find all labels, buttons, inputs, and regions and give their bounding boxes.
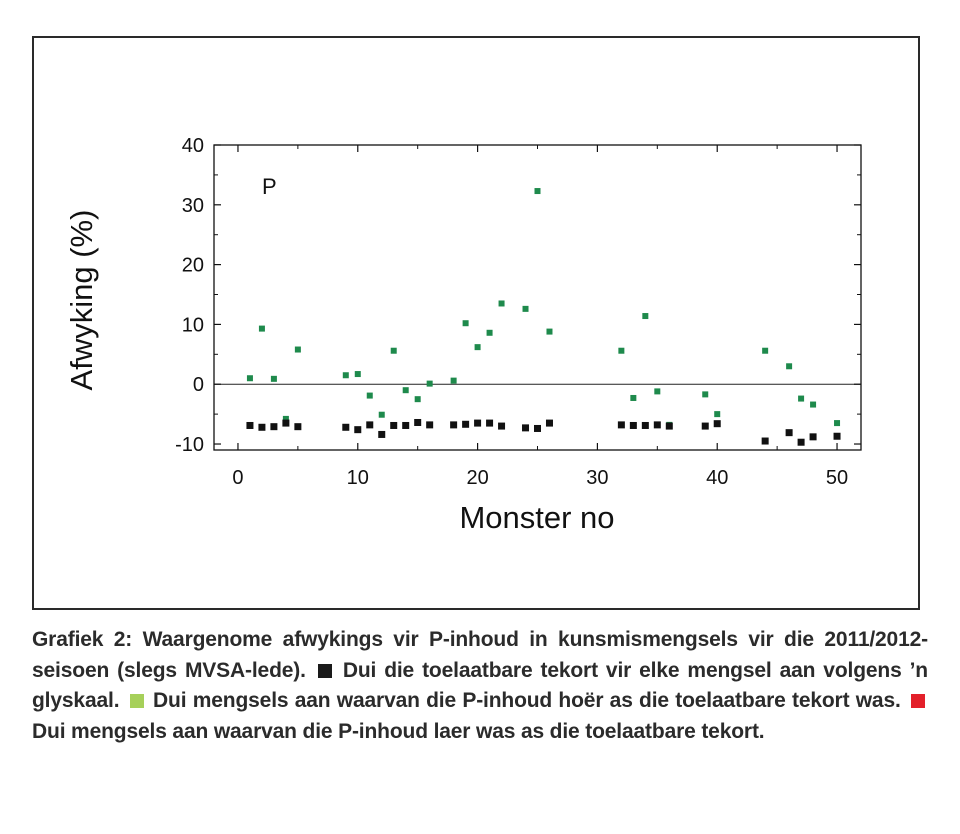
observed-point [379,412,385,418]
observed-point [798,396,804,402]
observed-point [247,375,253,381]
tolerance-point [342,424,349,431]
tolerance-point [786,429,793,436]
observed-point [702,391,708,397]
chart-frame [32,36,920,610]
caption-red-desc: Dui mengsels aan waarvan die P-inhoud laer was as die toelaatbare tekort. [32,719,765,743]
tolerance-point [294,423,301,430]
tolerance-point [390,422,397,429]
observed-point [618,348,624,354]
observed-point [415,396,421,402]
scatter-chart [34,38,918,608]
y-tick-label: 40 [181,135,204,157]
observed-point [714,411,720,417]
observed-point [355,371,361,377]
tolerance-point [498,423,505,430]
tolerance-series [246,419,840,446]
green-square-legend-icon [130,694,144,708]
panel-annotation: P [262,174,277,199]
observed-point [475,344,481,350]
tolerance-point [630,422,637,429]
tolerance-point [546,420,553,427]
observed-point [834,420,840,426]
red-square-legend-icon [911,694,925,708]
tolerance-point [378,431,385,438]
x-tick-label: 0 [232,467,244,489]
tolerance-point [402,422,409,429]
tolerance-point [354,426,361,433]
observed-point [271,376,277,382]
tolerance-point [642,422,649,429]
tolerance-point [762,438,769,445]
observed-point [654,388,660,394]
y-tick-label: -10 [175,434,204,457]
observed-point [343,372,349,378]
observed-point [403,387,409,393]
observed-point [630,395,636,401]
tolerance-point [534,425,541,432]
tolerance-point [282,420,289,427]
observed-series [247,188,840,428]
data-points [246,188,840,446]
caption-black-desc: Dui die toelaatbare tekort vir elke mengsel aan volgens ’n glyskaal. [32,658,928,712]
tolerance-point [666,423,673,430]
observed-point [259,326,265,332]
tolerance-point [654,421,661,428]
tolerance-point [426,421,433,428]
y-tick-label: 0 [192,374,204,397]
observed-point [810,402,816,408]
x-tick-label: 10 [346,467,369,489]
x-axis-label: Monster no [459,500,615,535]
tolerance-point [474,420,481,427]
tolerance-point [486,420,493,427]
observed-point [535,188,541,194]
tolerance-point [714,420,721,427]
observed-point [487,330,493,336]
tolerance-point [270,423,277,430]
y-axis-label: Afwyking (%) [64,209,99,391]
observed-point [451,378,457,384]
observed-point [546,329,552,335]
observed-point [499,300,505,306]
caption-title: Grafiek 2: Waargenome afwykings vir P-inhoud in kunsmismengsels vir die 2011/2012-seisoen (slegs MVSA-lede). [32,628,928,682]
tolerance-point [462,421,469,428]
black-square-legend-icon [318,664,332,678]
tolerance-point [414,419,421,426]
y-tick-label: 10 [181,314,204,337]
tolerance-point [798,439,805,446]
tolerance-point [450,421,457,428]
x-tick-label: 30 [586,467,609,489]
caption-green-desc: Dui mengsels aan waarvan die P-inhoud hoër as die toelaatbare tekort was. [153,689,901,712]
tolerance-point [834,433,841,440]
tolerance-point [522,424,529,431]
x-tick-label: 20 [466,467,489,489]
figure-caption [32,625,928,747]
observed-point [523,306,529,312]
observed-point [762,348,768,354]
observed-point [427,381,433,387]
observed-point [642,313,648,319]
observed-point [786,363,792,369]
observed-point [367,393,373,399]
observed-point [391,348,397,354]
y-tick-label: 20 [181,254,204,277]
tolerance-point [246,422,253,429]
tolerance-point [366,421,373,428]
tolerance-point [618,421,625,428]
tolerance-point [258,424,265,431]
tolerance-point [702,423,709,430]
x-tick-label: 50 [825,467,849,489]
x-tick-label: 40 [706,467,729,489]
tolerance-point [810,433,817,440]
observed-point [463,320,469,326]
y-tick-label: 30 [181,194,204,217]
observed-point [295,347,301,353]
